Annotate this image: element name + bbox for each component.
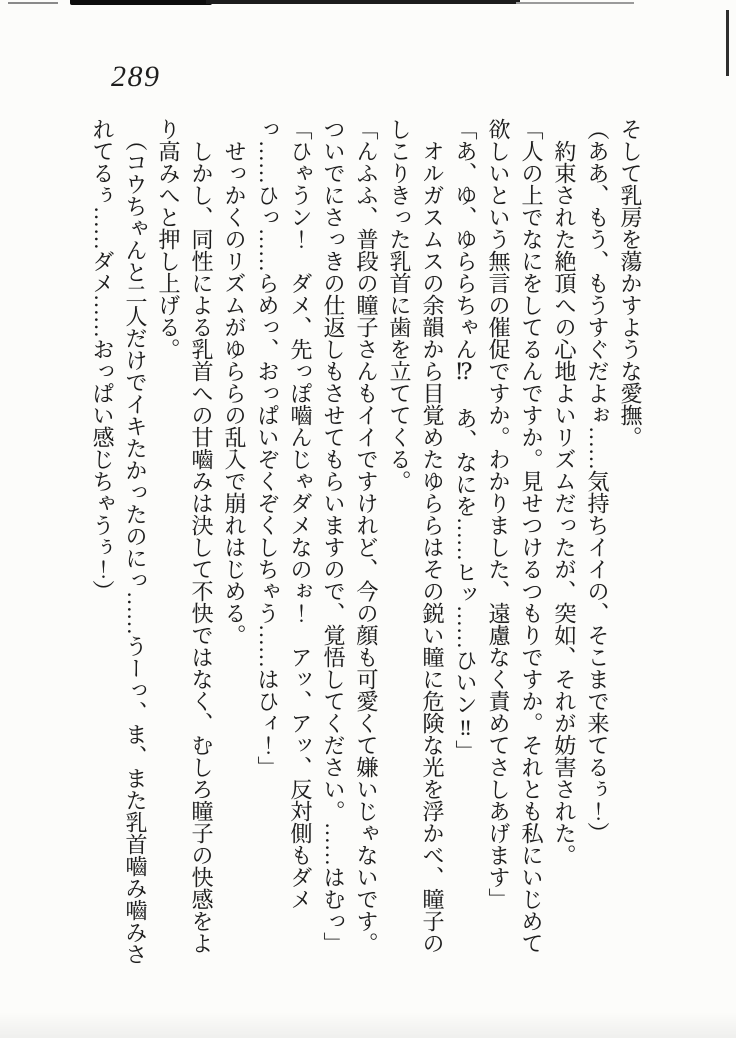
text-block	[81, 118, 647, 969]
paragraph: （ああ、もう、もうすぐだよぉ……気持ちイイの、そこまで来てるぅ！）	[585, 118, 610, 844]
paragraph: しかし、同性による乳首への甘嚙みは決して不快ではなく、むしろ瞳子の快感をより高みへと押し上げる。	[156, 118, 214, 954]
paragraph: 「あ、ゆ、ゆららちゃん⁉ あ、なにを……ヒッ……ひいン‼」	[453, 118, 478, 762]
page-number: 289	[111, 60, 161, 93]
paragraph: そして乳房を蕩かすような愛撫。	[618, 118, 643, 448]
scan-artifact-top-thick	[70, 0, 212, 5]
scan-artifact-top-left	[8, 2, 58, 4]
paragraph: 約束された絶頂への心地よいリズムだったが、突如、それが妨害された。	[552, 140, 577, 866]
scan-artifact-right-edge	[726, 10, 729, 76]
scan-artifact-bottom-shade	[0, 1012, 736, 1038]
paragraph: （コウちゃんと二人だけでイキたかったのにっ……うーっ、ま、また乳首嚙み嚙みされてるぅ……ダメ……おっぱい感じちゃうぅ！）	[90, 118, 148, 965]
paragraph: 「んふふ、普段の瞳子さんもイイですけれど、今の顔も可愛くて嫌いじゃないです。ついでにさっきの仕返しもさせてもらいますので、覚悟してください。……はむっ」	[321, 118, 379, 954]
paragraph: せっかくのリズムがゆららの乱入で崩れはじめる。	[222, 140, 247, 646]
paragraph: オルガスムスの余韻から目覚めたゆららはその鋭い瞳に危険な光を浮かべ、瞳子のしこりきった乳首に歯を立ててくる。	[387, 118, 445, 954]
paragraph: 「人の上でなにをしてるんですか。見せつけるつもりですか。それとも私にいじめて欲しいという無言の催促ですか。わかりました、遠慮なく責めてさしあげます」	[486, 118, 544, 954]
paragraph: 「ひゃうン！ ダメ、先っぽ嚙んじゃダメなのぉ！ アッ、アッ、反対側もダメっ……ひっ……らめっ、おっぱいぞくぞくしちゃう……はひィ！」	[255, 118, 313, 910]
scan-artifact-top-right	[516, 2, 634, 4]
scan-artifact-top-mid	[206, 0, 520, 4]
